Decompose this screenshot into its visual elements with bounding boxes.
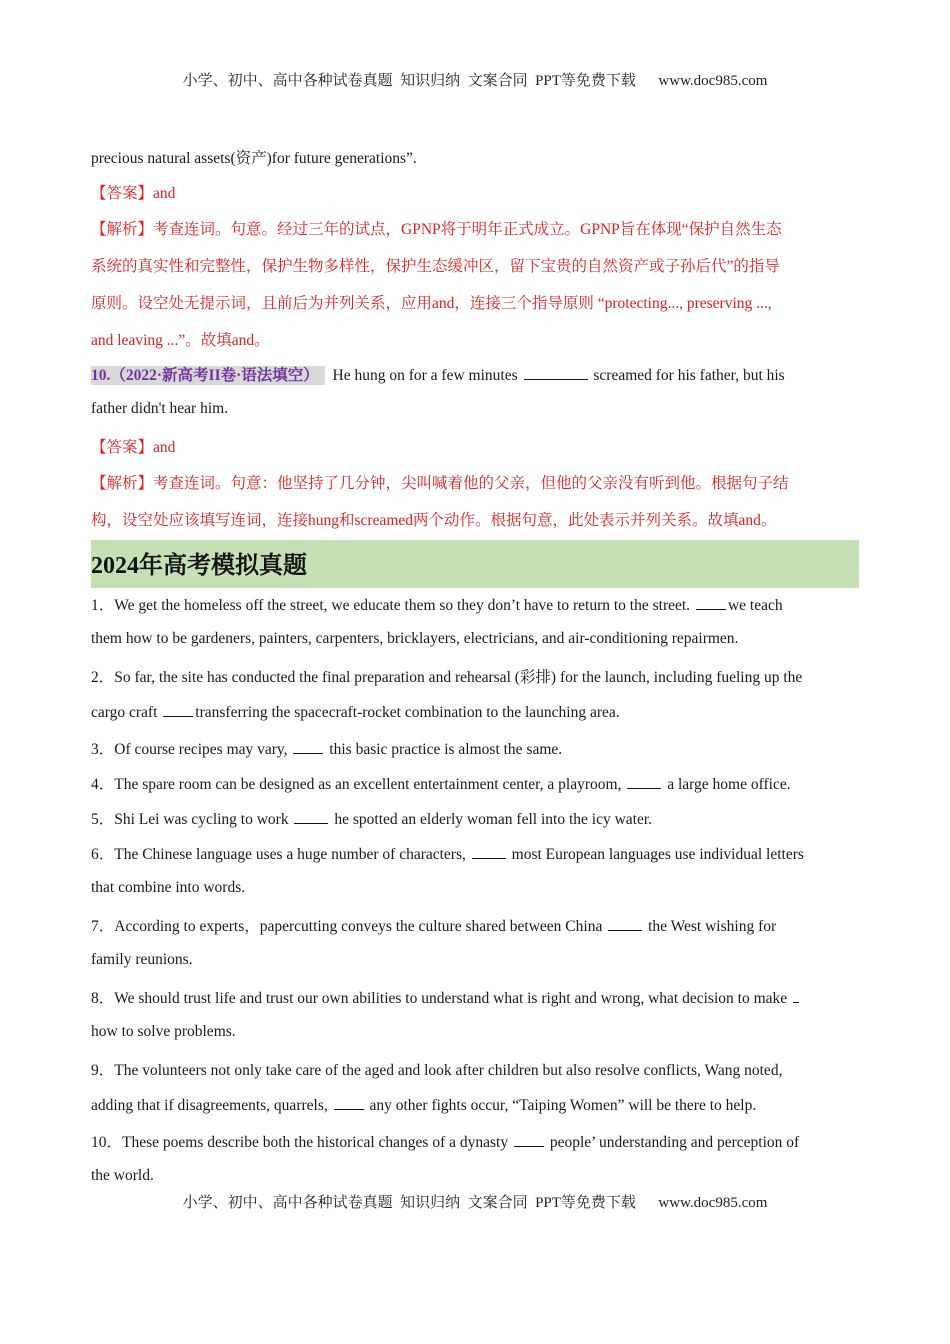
q10-question-line-2: father didn't hear him. xyxy=(91,400,229,417)
question-3-line-1 xyxy=(91,737,562,759)
question-4-blank[interactable] xyxy=(627,774,661,789)
question-6-line-2: that combine into words. xyxy=(91,879,246,896)
question-8-line-1 xyxy=(91,986,801,1008)
question-7-text: 7．According to experts，papercutting conveys the culture shared between China xyxy=(91,918,607,935)
q10-blank[interactable] xyxy=(524,365,588,380)
question-1-line-2: them how to be gardeners, painters, carpenters, bricklayers, electricians, and air-conditioning repairmen. xyxy=(91,630,739,647)
question-1-text-after: we teach xyxy=(727,597,783,614)
question-6-text-after: most European languages use individual letters xyxy=(507,846,804,863)
question-9-text: adding that if disagreements, quarrels, xyxy=(91,1097,332,1114)
question-6-text: 6．The Chinese language uses a huge number of characters, xyxy=(91,846,470,863)
q9-analysis-line-1: 【解析】考查连词。句意。经过三年的试点，GPNP将于明年正式成立。GPNP旨在体现“保护自然生态 xyxy=(91,221,782,238)
question-7-line-1 xyxy=(91,914,776,936)
question-6-line-1 xyxy=(91,842,804,864)
page-footer: 小学、初中、高中各种试卷真题 知识归纳 文案合同 PPT等免费下载 www.doc985.com xyxy=(182,1195,768,1211)
question-2-text: cargo craft xyxy=(91,704,162,721)
question-7-text-after: the West wishing for xyxy=(644,918,777,935)
question-2-line-1: 2．So far, the site has conducted the final preparation and rehearsal (彩排) for the launch, including fueling up the xyxy=(91,669,803,686)
q9-analysis-line-3: 原则。设空处无提示词，且前后为并列关系，应用and，连接三个指导原则 “protecting..., preserving ..., xyxy=(91,295,772,312)
question-10-line-1 xyxy=(91,1130,799,1152)
question-1-blank[interactable] xyxy=(696,595,726,610)
q9-analysis-line-4: and leaving ...”。故填and。 xyxy=(91,332,270,349)
question-5-text: 5．Shi Lei was cycling to work xyxy=(91,811,293,828)
question-10-text-after: people’ understanding and perception of xyxy=(545,1134,800,1151)
question-1-text: 1．We get the homeless off the street, we educate them so they don’t have to return to the street. xyxy=(91,597,694,614)
question-1-line-1 xyxy=(91,593,783,615)
page-header: 小学、初中、高中各种试卷真题 知识归纳 文案合同 PPT等免费下载 www.doc985.com xyxy=(182,73,768,89)
q10-analysis-line-1: 【解析】考查连词。句意：他坚持了几分钟，尖叫喊着他的父亲，但他的父亲没有听到他。根据句子结 xyxy=(91,475,789,492)
q10-answer: 【答案】and xyxy=(91,439,176,456)
question-9-blank[interactable] xyxy=(334,1095,364,1110)
question-2-text-after: transferring the spacecraft-rocket combination to the launching area. xyxy=(195,704,620,721)
question-5-line-1 xyxy=(91,807,652,829)
question-2-blank[interactable] xyxy=(163,702,193,717)
question-5-text-after: he spotted an elderly woman fell into the icy water. xyxy=(330,811,653,828)
q9-continuation: precious natural assets(资产)for future generations”. xyxy=(91,150,417,167)
question-8-line-2: how to solve problems. xyxy=(91,1023,236,1040)
question-10-blank[interactable] xyxy=(514,1132,544,1147)
question-3-text: 3．Of course recipes may vary, xyxy=(91,741,292,758)
question-7-line-2: family reunions. xyxy=(91,951,193,968)
question-9-line-2 xyxy=(91,1095,756,1115)
question-8-blank[interactable] xyxy=(793,988,799,1003)
question-3-text-after: this basic practice is almost the same. xyxy=(325,741,563,758)
question-8-text: 8．We should trust life and trust our own abilities to understand what is right and wrong, what decision to make xyxy=(91,990,792,1007)
q10-text-after: screamed for his father, but his xyxy=(593,367,785,384)
question-9-line-1: 9．The volunteers not only take care of the aged and look after children but also resolve conflicts, Wang noted, xyxy=(91,1062,783,1079)
question-6-blank[interactable] xyxy=(472,844,506,859)
q10-question-line-1 xyxy=(91,363,785,385)
question-4-text: 4．The spare room can be designed as an excellent entertainment center, a playroom, xyxy=(91,776,626,793)
q10-label: 10.（2022·新高考II卷·语法填空） xyxy=(91,366,325,385)
question-9-text-after: any other fights occur, “Taiping Women” will be there to help. xyxy=(365,1097,757,1114)
question-4-line-1 xyxy=(91,772,791,794)
question-5-blank[interactable] xyxy=(294,809,328,824)
question-2-line-2 xyxy=(91,702,620,722)
q9-analysis-line-2: 系统的真实性和完整性，保护生物多样性，保护生态缓冲区，留下宝贵的自然资产或子孙后代”的指导 xyxy=(91,258,780,275)
q9-answer: 【答案】and xyxy=(91,185,176,202)
question-3-blank[interactable] xyxy=(293,739,323,754)
question-10-text: 10．These poems describe both the historical changes of a dynasty xyxy=(91,1134,512,1151)
question-10-line-2: the world. xyxy=(91,1167,154,1184)
q10-text-before: He hung on for a few minutes xyxy=(332,367,518,384)
question-4-text-after: a large home office. xyxy=(663,776,791,793)
question-7-blank[interactable] xyxy=(608,916,642,931)
section-heading: 2024年高考模拟真题 xyxy=(91,540,859,588)
q10-analysis-line-2: 构，设空处应该填写连词，连接hung和screamed两个动作。根据句意，此处表示并列关系。故填and。 xyxy=(91,512,777,529)
